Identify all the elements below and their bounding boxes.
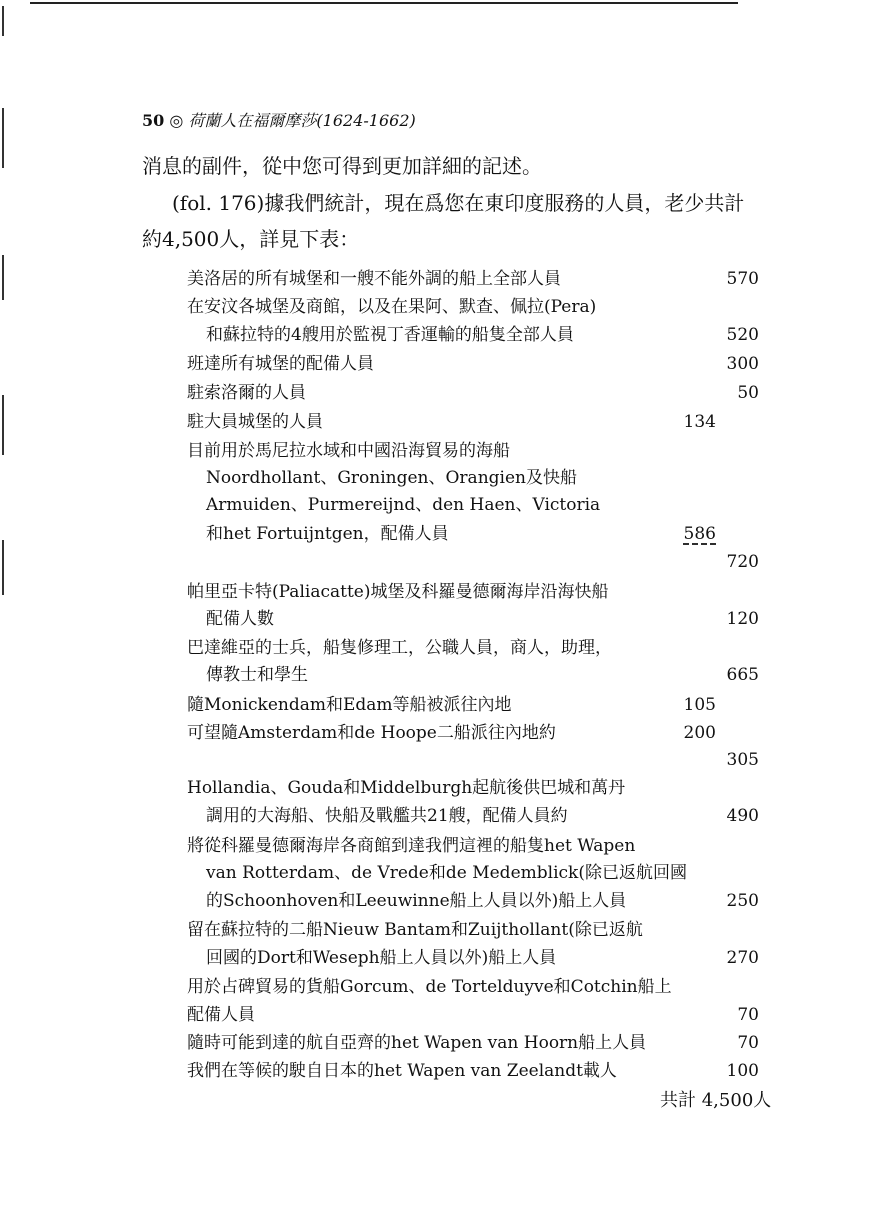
count-value: 250	[726, 891, 759, 911]
row-label: 隨Monickendam和Edam等船被派往內地	[187, 695, 512, 715]
total-line	[660, 1086, 771, 1112]
scan-edge-mark	[2, 6, 4, 36]
row-label: 在安汶各城堡及商館，以及在果阿、默查、佩拉(Pera)	[187, 297, 597, 317]
row-label: 可望隨Amsterdam和de Hoope二船派往內地約	[187, 723, 556, 743]
table-row	[0, 1001, 869, 1029]
table-row	[0, 520, 869, 548]
row-label: 將從科羅曼德爾海岸各商館到達我們這裡的船隻het Wapen	[187, 836, 636, 856]
table-row	[0, 719, 869, 747]
row-label: Noordhollant、Groningen、Orangien及快船	[206, 468, 577, 488]
table-row	[0, 408, 869, 436]
table-row	[0, 293, 869, 321]
table-row	[0, 916, 869, 944]
table-row	[0, 605, 869, 633]
count-value: 70	[737, 1005, 759, 1025]
count-value: 570	[726, 269, 759, 289]
table-row	[0, 661, 869, 689]
page-number: 50	[142, 111, 165, 130]
row-label: Armuiden、Purmereijnd、den Haen、Victoria	[206, 495, 601, 515]
table-row	[0, 691, 869, 719]
table-row	[0, 746, 869, 774]
table-row	[0, 548, 869, 576]
row-label: 美洛居的所有城堡和一艘不能外調的船上全部人員	[187, 269, 561, 289]
count-value: 720	[726, 552, 759, 572]
table-row	[0, 774, 869, 802]
table-row	[0, 802, 869, 830]
header-symbol: ◎	[169, 111, 184, 130]
row-label: 隨時可能到達的航自亞齊的het Wapen van Hoorn船上人員	[187, 1033, 647, 1053]
count-value: 120	[726, 609, 759, 629]
table-row	[0, 634, 869, 662]
count-value: 100	[726, 1061, 759, 1081]
row-label: 我們在等候的駛自日本的het Wapen van Zeelandt載人	[187, 1061, 617, 1081]
table-row	[0, 859, 869, 887]
row-label: 和het Fortuijntgen，配備人員	[206, 524, 449, 544]
table-row	[0, 1029, 869, 1057]
count-value: 305	[726, 750, 759, 770]
scan-edge-mark	[2, 108, 4, 168]
subtotal-value: 586	[683, 524, 716, 544]
top-rule	[30, 2, 738, 4]
table-row	[0, 265, 869, 293]
row-label: 巴達維亞的士兵，船隻修理工，公職人員，商人，助理，	[187, 638, 612, 658]
row-label: 配備人員	[187, 1005, 255, 1025]
table-row	[0, 832, 869, 860]
row-label: 用於占碑貿易的貨船Gorcum、de Tortelduyve和Cotchin船上	[187, 977, 672, 997]
count-value: 270	[726, 948, 759, 968]
paragraph-line: 消息的副件，從中您可得到更加詳細的記述。	[142, 154, 542, 178]
count-value: 490	[726, 806, 759, 826]
row-label: 帕里亞卡特(Paliacatte)城堡及科羅曼德爾海岸沿海快船	[187, 582, 609, 602]
row-label: 班達所有城堡的配備人員	[187, 354, 374, 374]
subtotal-value: 200	[683, 723, 716, 743]
row-label: 調用的大海船、快船及戰艦共21艘，配備人員約	[206, 806, 568, 826]
subtotal-value: 105	[683, 695, 716, 715]
table-row	[0, 944, 869, 972]
paragraph-line: 約4,500人，詳見下表：	[142, 227, 360, 251]
count-value: 300	[726, 354, 759, 374]
book-title: 荷蘭人在福爾摩莎(1624-1662)	[188, 111, 416, 130]
row-label: 駐大員城堡的人員	[187, 412, 323, 432]
table-row	[0, 464, 869, 492]
row-label: Hollandia、Gouda和Middelburgh起航後供巴城和萬丹	[187, 778, 626, 798]
total-value: 4,500人	[701, 1090, 772, 1111]
row-label: van Rotterdam、de Vrede和de Medemblick(除已返航回國	[206, 863, 687, 883]
table-row	[0, 578, 869, 606]
row-label: 目前用於馬尼拉水域和中國沿海貿易的海船	[187, 441, 510, 461]
row-label: 配備人數	[206, 609, 274, 629]
table-row	[0, 379, 869, 407]
count-value: 520	[726, 325, 759, 345]
paragraph-line: (fol. 176)據我們統計，現在爲您在東印度服務的人員，老少共計	[172, 191, 745, 215]
count-value: 50	[737, 383, 759, 403]
row-label: 的Schoonhoven和Leeuwinne船上人員以外)船上人員	[206, 891, 627, 911]
table-row	[0, 887, 869, 915]
table-row	[0, 1057, 869, 1085]
count-value: 665	[726, 665, 759, 685]
row-label: 回國的Dort和Weseph船上人員以外)船上人員	[206, 948, 557, 968]
total-label: 共計	[660, 1090, 696, 1111]
row-label: 駐索洛爾的人員	[187, 383, 306, 403]
row-label: 和蘇拉特的4艘用於監視丁香運輸的船隻全部人員	[206, 325, 574, 345]
table-row	[0, 973, 869, 1001]
table-row	[0, 491, 869, 519]
table-row	[0, 350, 869, 378]
count-value: 70	[737, 1033, 759, 1053]
table-row	[0, 437, 869, 465]
running-header	[142, 108, 416, 131]
table-row	[0, 321, 869, 349]
row-label: 留在蘇拉特的二船Nieuw Bantam和Zuijthollant(除已返航	[187, 920, 643, 940]
row-label: 傳教士和學生	[206, 665, 308, 685]
subtotal-value: 134	[683, 412, 716, 432]
